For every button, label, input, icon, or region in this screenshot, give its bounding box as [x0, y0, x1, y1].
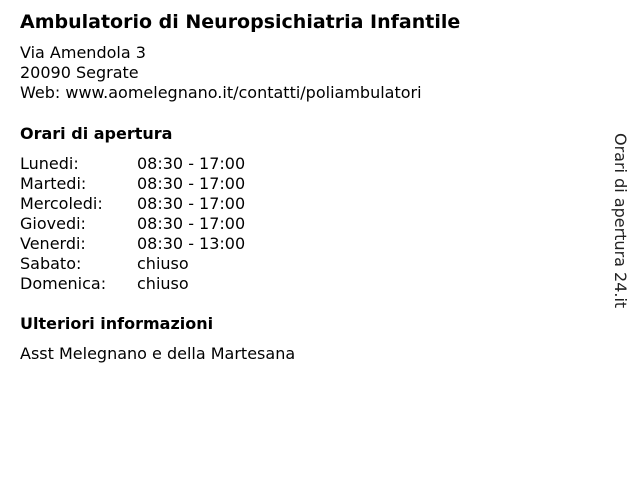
hours-row-saturday: [20, 254, 245, 274]
day-label: Giovedi:: [20, 214, 86, 233]
city-postal: 20090 Segrate: [20, 63, 139, 82]
hours-row-thursday: [20, 214, 245, 234]
time-range: 08:30 - 17:00: [137, 174, 246, 193]
time-range: 08:30 - 13:00: [137, 234, 246, 253]
hours-row-friday: [20, 234, 245, 254]
day-label: Martedi:: [20, 174, 87, 193]
website-line: Web: www.aomelegnano.it/contatti/poliambulatori: [20, 83, 422, 102]
time-range: 08:30 - 17:00: [137, 194, 246, 213]
additional-info-text: Asst Melegnano e della Martesana: [20, 344, 296, 363]
hours-row-sunday: [20, 274, 245, 294]
street-address: Via Amendola 3: [20, 43, 146, 62]
additional-info-heading: Ulteriori informazioni: [20, 314, 214, 333]
time-range: 08:30 - 17:00: [137, 154, 246, 173]
day-label: Mercoledi:: [20, 194, 103, 213]
day-label: Sabato:: [20, 254, 82, 273]
page-title: Ambulatorio di Neuropsichiatria Infantile: [20, 11, 461, 33]
time-range: chiuso: [137, 254, 189, 273]
hours-row-monday: [20, 154, 245, 174]
day-label: Venerdi:: [20, 234, 86, 253]
hours-row-tuesday: [20, 174, 245, 194]
opening-hours-table: [20, 154, 245, 294]
time-range: chiuso: [137, 274, 189, 293]
day-label: Domenica:: [20, 274, 107, 293]
address-block: [20, 43, 422, 103]
time-range: 08:30 - 17:00: [137, 214, 246, 233]
opening-hours-heading: Orari di apertura: [20, 124, 173, 143]
brand-watermark: Orari di apertura 24.it: [611, 133, 630, 309]
day-label: Lunedi:: [20, 154, 79, 173]
hours-row-wednesday: [20, 194, 245, 214]
